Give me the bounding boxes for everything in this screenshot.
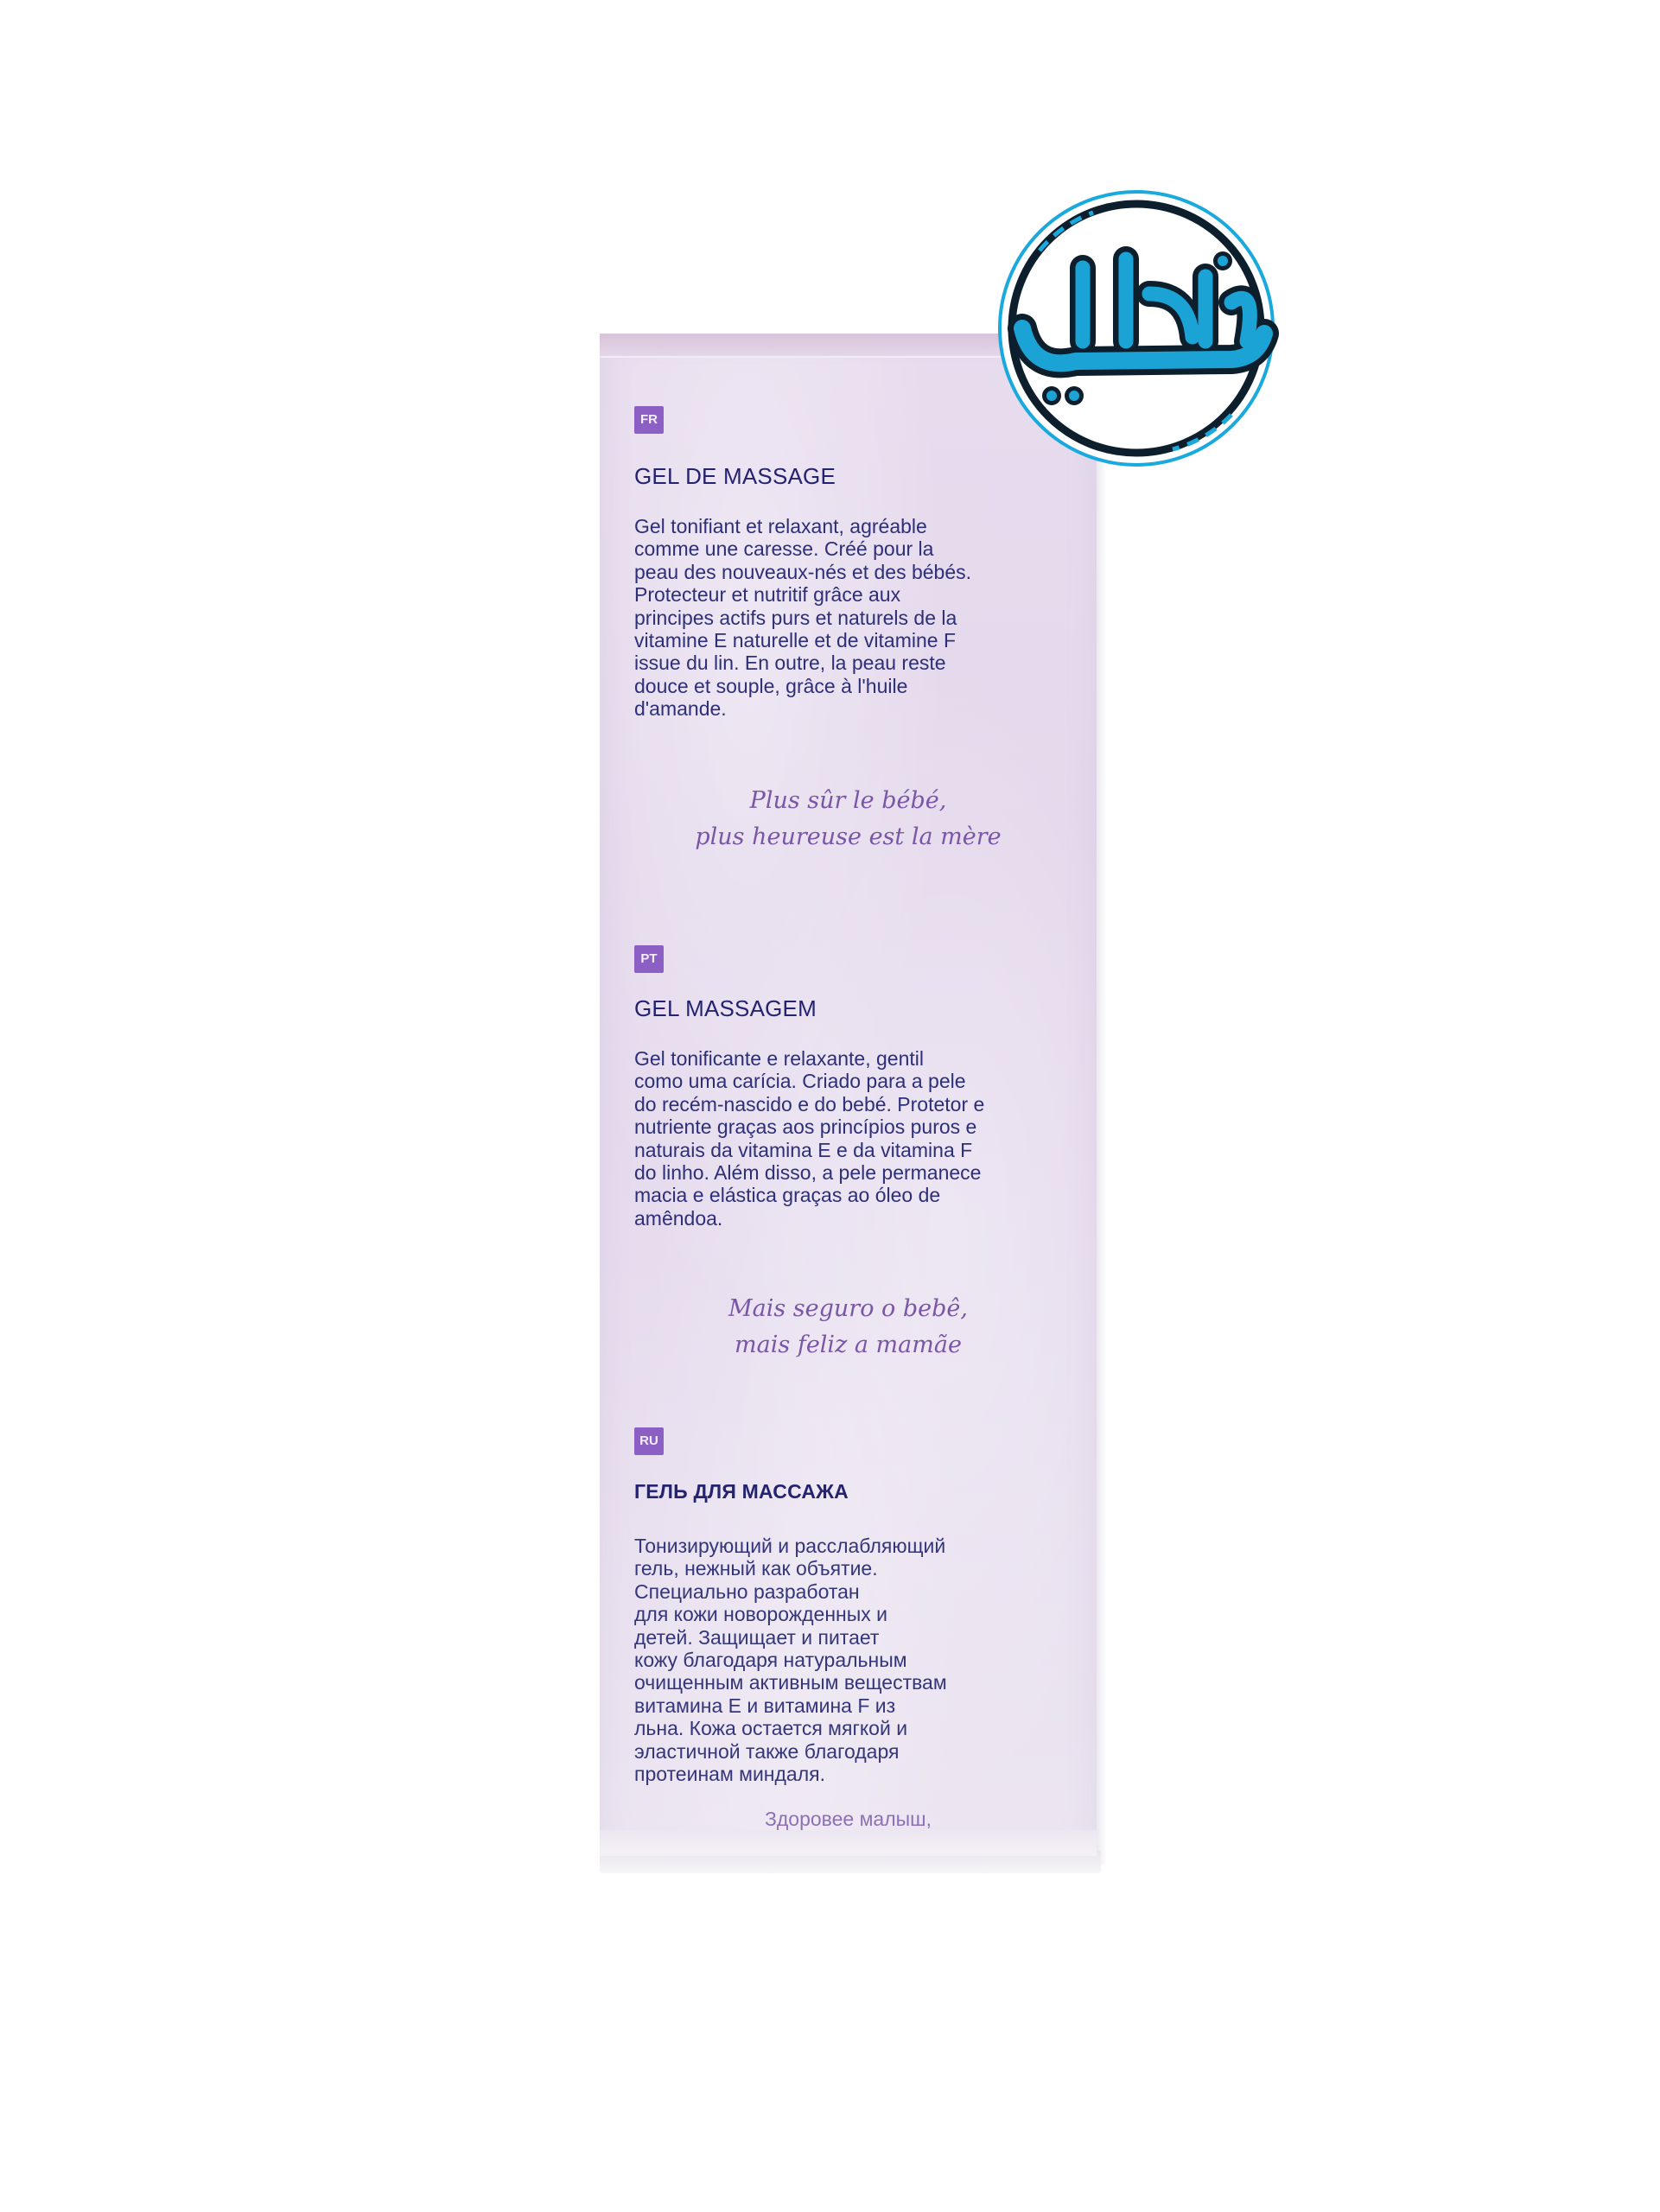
heading-pt: GEL MASSAGEM [634, 995, 817, 1021]
language-badge-pt: PT [634, 945, 664, 973]
description-pt: Gel tonificante e relaxante, gentil como uma carícia. Criado para a pele do recém-nascido e do bebé. Protetor e nutriente graças aos princípios puros e naturais da vitamina E e da vitamina F do linho. Além disso, a pele permanece macia e elástica graças ao óleo de amêndoa. [634, 1047, 985, 1230]
description-ru: Тонизирующий и расслабляющий гель, нежный как объятие. Специально разработан для кожи новорожденных и детей. Защищает и питает кожу благодаря натуральным очищенным активным веществам витамина Е и витамина F из льна. Кожа остается мягкой и эластичной также благодаря протеинам миндаля. [634, 1535, 947, 1786]
product-box-side-panel [600, 334, 1097, 1856]
tagline-fr: Plus sûr le bébé, plus heureuse est la mère [695, 787, 1002, 850]
box-lower-fold [600, 1830, 1097, 1856]
tagline-pt: Mais seguro o bebê, mais feliz a mamãe [728, 1295, 968, 1358]
language-badge-ru: RU [634, 1427, 664, 1455]
tagline-ru: Здоровее малыш, [764, 1808, 932, 1830]
language-badge-fr: FR [634, 406, 664, 434]
description-fr: Gel tonifiant et relaxant, agréable comme une caresse. Créé pour la peau des nouveaux-nés et des bébés. Protecteur et nutritif grâce aux principes actifs purs et naturels de la vitamine E naturelle et de vitamine F issue du lin. En outre, la peau reste douce et souple, grâce à l'huile d'amande. [634, 515, 972, 721]
brand-logo [972, 164, 1301, 493]
heading-ru: ГЕЛЬ ДЛЯ МАССАЖА [634, 1480, 849, 1503]
heading-fr: GEL DE MASSAGE [634, 463, 836, 489]
brand-logo-icon [972, 164, 1301, 493]
